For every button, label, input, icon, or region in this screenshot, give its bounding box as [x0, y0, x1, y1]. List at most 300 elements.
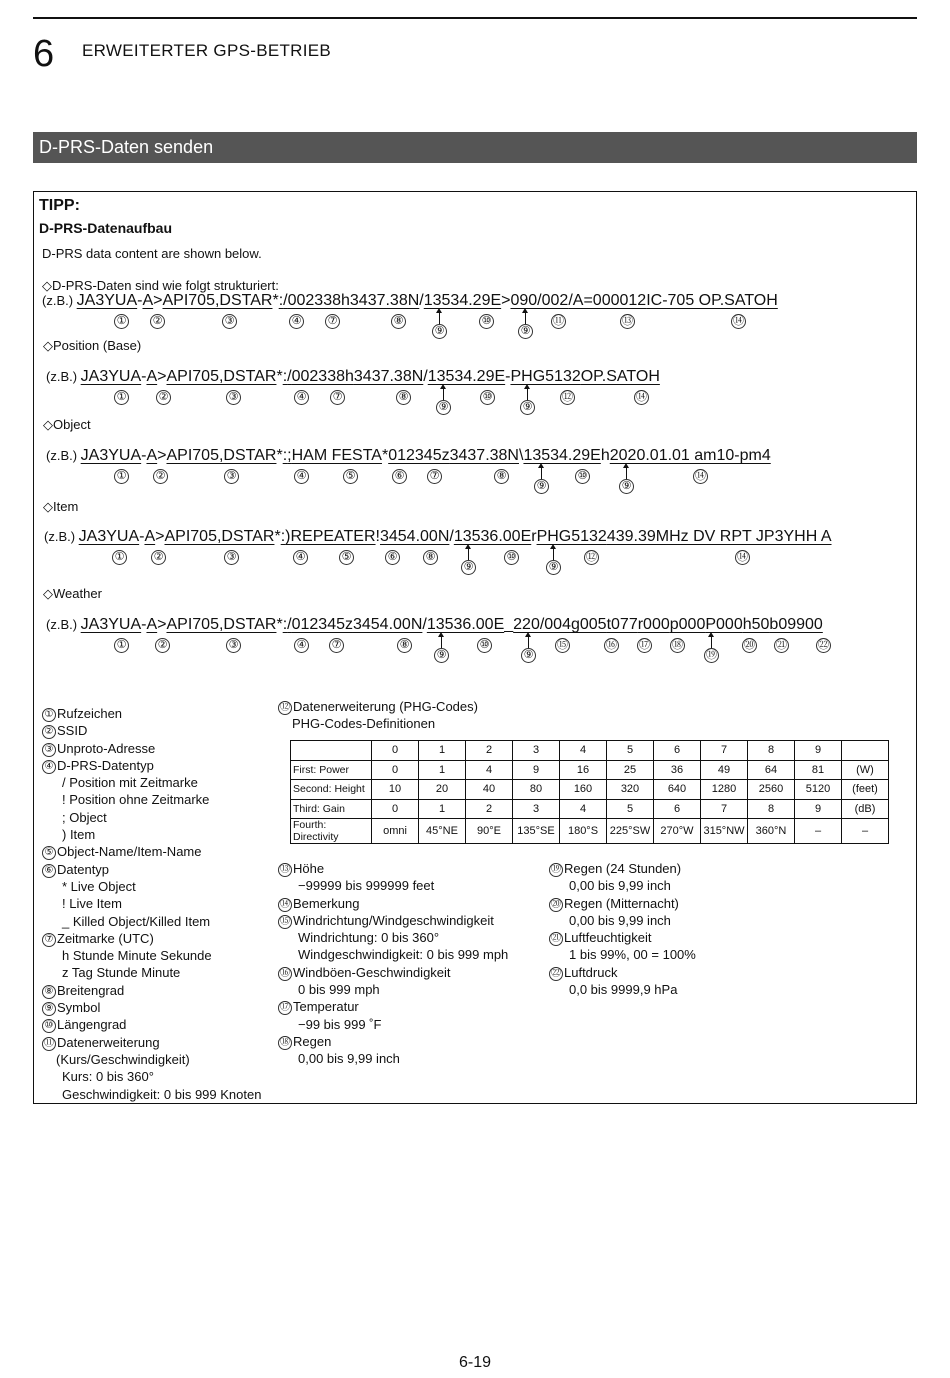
- example-segment: JA3YUA: [76, 292, 138, 309]
- phg-cell: 20: [419, 780, 466, 800]
- example-segment: 002338h: [287, 292, 350, 309]
- legend-text: Zeitmarke (UTC): [57, 930, 154, 946]
- legend-number: ⑧: [42, 985, 56, 999]
- example-segment: *: [276, 368, 283, 385]
- legend-item: [42, 740, 261, 757]
- legend-item: −99999 bis 999999 feet: [298, 878, 435, 894]
- phg-cell: 1: [419, 799, 466, 819]
- example-segment: *: [276, 447, 283, 464]
- field-number-marker: ⑥: [385, 550, 400, 565]
- field-number-marker: ⑩: [575, 469, 590, 484]
- legend-text: Datenerweiterung: [57, 1034, 160, 1050]
- legend-item: Geschwindigkeit: 0 bis 999 Knoten: [62, 1086, 262, 1102]
- legend-item: [549, 929, 696, 946]
- field-number-marker: ⑫: [586, 551, 597, 563]
- phg-cell: 360°N: [748, 819, 795, 844]
- phg-cell: 1280: [701, 780, 748, 800]
- field-number-marker: ⑤: [343, 469, 358, 484]
- phg-cell: (feet): [842, 780, 889, 800]
- example-line: [44, 528, 832, 546]
- phg-cell: [842, 741, 889, 761]
- legend-number: ⑱: [280, 1036, 290, 1048]
- phg-cell: (dB): [842, 799, 889, 819]
- legend-text: Datentyp: [57, 861, 110, 877]
- example-segment: 3454.00N: [379, 528, 450, 545]
- tip-subtitle: D-PRS-Datenaufbau: [39, 220, 173, 236]
- field-number-marker: ⑧: [397, 638, 412, 653]
- phg-cell: 320: [607, 780, 654, 800]
- legend-item: [549, 860, 696, 877]
- legend-item: 0,00 bis 9,99 inch: [569, 878, 671, 894]
- example-segment: 3454.00N: [352, 616, 423, 633]
- legend-text: Breitengrad: [57, 982, 125, 998]
- example-segment: r000: [637, 616, 670, 633]
- field-number-marker: ④: [294, 638, 309, 653]
- field-number-marker: ⑥: [392, 469, 407, 484]
- example-segment: -: [141, 368, 147, 385]
- example-segment: >: [155, 528, 165, 545]
- field-number-marker: ⑦: [330, 390, 345, 405]
- legend-text: Längengrad: [57, 1017, 127, 1033]
- phg-number: ⑫: [280, 702, 290, 713]
- legend-item: h Stunde Minute Sekunde: [62, 948, 212, 964]
- example-segment: API705,DSTAR: [166, 616, 277, 633]
- legend-text: Unproto-Adresse: [57, 740, 156, 756]
- legend-text: Temperatur: [293, 999, 359, 1015]
- field-number-marker: ⑧: [494, 469, 509, 484]
- field-number-marker: ⑨: [520, 400, 535, 415]
- legend-item: [42, 999, 261, 1016]
- legend-text: Object-Name/Item-Name: [57, 844, 202, 860]
- example-segment: 3437.38N: [349, 292, 420, 309]
- legend-item: ! Position ohne Zeitmarke: [62, 792, 210, 808]
- field-number-marker: ⑫: [562, 391, 573, 403]
- legend-item: [42, 843, 261, 860]
- legend-item: [42, 705, 261, 722]
- example-segment: JA3YUA: [78, 528, 140, 545]
- phg-cell: 6: [654, 741, 701, 761]
- example-segment: JA3YUA: [80, 616, 142, 633]
- legend-text: Rufzeichen: [57, 706, 123, 721]
- phg-cell: 2560: [748, 780, 795, 800]
- field-number-marker: ⑱: [672, 639, 683, 651]
- phg-cell: 8: [748, 799, 795, 819]
- example-segment: ): [285, 528, 291, 545]
- example-line: [42, 292, 778, 310]
- example-segment: *: [276, 616, 283, 633]
- legend-right: [549, 860, 696, 998]
- legend-number: ⑤: [42, 846, 56, 860]
- phg-cell: 36: [654, 760, 701, 780]
- example-segment: /: [287, 368, 292, 385]
- field-number-marker: ①: [114, 638, 129, 653]
- symbol-arrow: [528, 636, 529, 648]
- example-segment: h50: [742, 616, 770, 633]
- example-segment: /: [419, 292, 424, 309]
- phg-cell: –: [795, 819, 842, 844]
- legend-middle: [278, 860, 508, 1068]
- legend-item: z Tag Stunde Minute: [62, 965, 181, 981]
- legend-item: [42, 1016, 261, 1033]
- phg-cell: 1: [419, 741, 466, 761]
- legend-item: Windgeschwindigkeit: 0 bis 999 mph: [298, 947, 509, 963]
- phg-cell: 40: [466, 780, 513, 800]
- field-number-marker: ⑨: [546, 560, 561, 575]
- example-segment: \: [518, 447, 524, 464]
- phg-title: Datenerweiterung (PHG-Codes): [293, 699, 478, 714]
- example-segment: 13534.29E: [423, 292, 502, 309]
- phg-cell: 8: [748, 741, 795, 761]
- phg-cell: 6: [654, 799, 701, 819]
- example-segment: t077: [606, 616, 638, 633]
- legend-number: ⑪: [44, 1037, 54, 1049]
- field-number-marker: ⑨: [518, 324, 533, 339]
- field-number-marker: ⑯: [606, 639, 617, 651]
- phg-cell: 16: [560, 760, 607, 780]
- legend-item: [42, 722, 261, 739]
- phg-cell: 5: [607, 741, 654, 761]
- phg-cell: 4: [466, 760, 513, 780]
- field-number-marker: ②: [156, 390, 171, 405]
- example-segment: API705,DSTAR: [162, 292, 273, 309]
- example-segment: :: [282, 616, 288, 633]
- symbol-arrow: [525, 312, 526, 324]
- example-segment: API705,DSTAR: [164, 528, 275, 545]
- symbol-arrow: [468, 548, 469, 560]
- example-segment: 2020.01.01 am10-pm4: [609, 447, 771, 464]
- example-segment: >: [153, 292, 163, 309]
- example-segment: A: [146, 447, 158, 464]
- example-segment: A: [146, 616, 158, 633]
- example-segment: A: [146, 368, 158, 385]
- phg-row: [291, 760, 889, 780]
- phg-cell: [291, 741, 372, 761]
- phg-subtitle: PHG-Codes-Definitionen: [292, 716, 436, 732]
- example-segment: /: [423, 368, 428, 385]
- example-segment: 012345z: [291, 616, 353, 633]
- field-number-marker: ②: [153, 469, 168, 484]
- symbol-arrow: [711, 636, 712, 648]
- example-segment: 439.39MHz DV RPT JP3YHH A: [606, 528, 832, 545]
- example-segment: REPEATER: [290, 528, 376, 545]
- legend-item: / Position mit Zeitmarke: [62, 775, 198, 791]
- symbol-arrow: [553, 548, 554, 560]
- symbol-arrow: [626, 467, 627, 479]
- field-number-marker: ③: [224, 469, 239, 484]
- legend-number: ⑰: [280, 1002, 290, 1014]
- field-number-marker: ⑭: [695, 470, 706, 482]
- field-number-marker: ⑬: [622, 315, 633, 327]
- phg-cell: 4: [560, 799, 607, 819]
- legend-text: Regen (Mitternacht): [564, 895, 679, 911]
- legend-item: [278, 998, 508, 1015]
- phg-cell: First: Power: [291, 760, 372, 780]
- field-number-marker: ④: [294, 469, 309, 484]
- phg-cell: 5120: [795, 780, 842, 800]
- phg-cell: 49: [701, 760, 748, 780]
- legend-number: ①: [42, 708, 56, 722]
- example-segment: r: [531, 528, 537, 545]
- legend-number: ⑬: [280, 864, 290, 875]
- phg-cell: 0: [372, 760, 419, 780]
- legend-item: 0,00 bis 9,99 inch: [569, 912, 671, 928]
- field-number-marker: ③: [226, 390, 241, 405]
- example-segment: API705,DSTAR: [166, 368, 277, 385]
- phg-cell: Second: Height: [291, 780, 372, 800]
- example-segment: -: [141, 616, 147, 633]
- example-segment: /: [283, 292, 288, 309]
- legend-item: 0,00 bis 9,99 inch: [298, 1051, 400, 1067]
- example-segment: A: [144, 528, 156, 545]
- field-number-marker: ⑩: [480, 390, 495, 405]
- legend-number: ⑥: [42, 864, 56, 878]
- example-segment: -: [141, 447, 147, 464]
- legend-item: −99 bis 999 ˚F: [298, 1016, 382, 1032]
- example-segment: ;: [287, 447, 292, 464]
- chapter-title: ERWEITERTER GPS-BETRIEB: [82, 41, 332, 60]
- phg-cell: 9: [795, 799, 842, 819]
- page-number: 6-19: [458, 1354, 492, 1371]
- field-number-marker: ①: [114, 314, 129, 329]
- legend-item: ; Object: [62, 809, 107, 825]
- field-number-marker: ⑨: [619, 479, 634, 494]
- legend-text: Windböen-Geschwindigkeit: [293, 964, 451, 980]
- example-segment: >: [501, 292, 511, 309]
- field-number-marker: ④: [293, 550, 308, 565]
- field-number-marker: ①: [112, 550, 127, 565]
- phg-cell: 225°SW: [607, 819, 654, 844]
- example-prefix: (z.B.): [46, 369, 81, 384]
- example-segment: -: [139, 528, 145, 545]
- field-number-marker: ⑨: [534, 479, 549, 494]
- legend-item: [278, 1033, 508, 1050]
- example-line: [46, 616, 823, 634]
- field-number-marker: ⑳: [744, 639, 755, 651]
- tip-intro: D-PRS data content are shown below.: [42, 246, 262, 261]
- legend-item: Kurs: 0 bis 360°: [62, 1069, 154, 1085]
- field-number-marker: ⑲: [706, 649, 717, 661]
- legend-number: ⑭: [280, 898, 290, 910]
- example-segment: *: [381, 447, 389, 464]
- phg-cell: 9: [513, 760, 560, 780]
- phg-cell: 180°S: [560, 819, 607, 844]
- example-segment: P000: [705, 616, 743, 633]
- symbol-arrow: [527, 388, 528, 400]
- example-segment: 3437.38N: [353, 368, 424, 385]
- legend-item: [278, 964, 508, 981]
- legend-item: [42, 1034, 261, 1051]
- field-number-marker: ⑨: [461, 560, 476, 575]
- field-number-marker: ⑦: [329, 638, 344, 653]
- phg-cell: 7: [701, 799, 748, 819]
- legend-text: SSID: [57, 723, 88, 739]
- legend-item: [278, 860, 508, 877]
- phg-row: [291, 799, 889, 819]
- chapter-number: 6: [33, 33, 55, 75]
- field-number-marker: ⑧: [396, 390, 411, 405]
- legend-text: Regen (24 Stunden): [564, 861, 682, 876]
- example-segment: /: [287, 616, 292, 633]
- phg-cell: 90°E: [466, 819, 513, 844]
- field-number-marker: ⑭: [733, 315, 744, 327]
- field-number-marker: ④: [294, 390, 309, 405]
- example-segment: 220/004: [513, 616, 571, 633]
- legend-item: (Kurs/Geschwindigkeit): [56, 1051, 190, 1067]
- symbol-arrow: [441, 636, 442, 648]
- legend-item: [549, 895, 696, 912]
- field-number-marker: ⑩: [477, 638, 492, 653]
- example-line: [46, 368, 660, 386]
- phg-cell: 64: [748, 760, 795, 780]
- legend-text: Regen: [293, 1033, 332, 1049]
- section-title: D-PRS-Daten senden: [33, 132, 917, 163]
- phg-cell: 2: [466, 799, 513, 819]
- phg-cell: 4: [560, 741, 607, 761]
- field-number-marker: ⑨: [521, 648, 536, 663]
- phg-cell: 9: [795, 741, 842, 761]
- field-number-marker: ⑧: [391, 314, 406, 329]
- field-number-marker: ①: [114, 390, 129, 405]
- legend-text: Höhe: [293, 861, 325, 876]
- phg-cell: 25: [607, 760, 654, 780]
- phg-cell: 0: [372, 741, 419, 761]
- phg-cell: 81: [795, 760, 842, 780]
- phg-cell: omni: [372, 819, 419, 844]
- legend-number: ㉒: [551, 967, 561, 979]
- field-number-marker: ⑤: [339, 550, 354, 565]
- legend-number: ㉑: [551, 933, 561, 945]
- field-number-marker: ③: [222, 314, 237, 329]
- symbol-arrow: [541, 467, 542, 479]
- tip-box: [33, 191, 917, 1104]
- field-number-marker: ④: [289, 314, 304, 329]
- phg-cell: 270°W: [654, 819, 701, 844]
- phg-cell: 7: [701, 741, 748, 761]
- example-segment: >: [157, 447, 167, 464]
- field-number-marker: ⑭: [737, 551, 748, 563]
- field-number-marker: ㉒: [818, 639, 829, 651]
- phg-cell: 3: [513, 799, 560, 819]
- legend-item: [42, 861, 261, 878]
- legend-text: Windrichtung/Windgeschwindigkeit: [293, 912, 494, 928]
- legend-item: Windrichtung: 0 bis 360°: [298, 930, 440, 946]
- phg-cell: 135°SE: [513, 819, 560, 844]
- example-segment: API705,DSTAR: [166, 447, 277, 464]
- legend-text: Luftdruck: [564, 964, 618, 980]
- phg-cell: Third: Gain: [291, 799, 372, 819]
- phg-cell: 640: [654, 780, 701, 800]
- example-segment: IC-705 OP.SATOH: [646, 292, 778, 309]
- phg-cell: 5: [607, 799, 654, 819]
- phg-cell: 80: [513, 780, 560, 800]
- field-number-marker: ③: [226, 638, 241, 653]
- example-prefix: (z.B.): [46, 617, 81, 632]
- field-number-marker: ⑨: [436, 400, 451, 415]
- example-segment: :: [282, 447, 288, 464]
- field-number-marker: ⑦: [427, 469, 442, 484]
- legend-item: 0,0 bis 9999,9 hPa: [569, 982, 678, 998]
- example-segment: PHG5132: [510, 368, 581, 385]
- legend-number: ④: [42, 760, 56, 774]
- field-number-marker: ②: [155, 638, 170, 653]
- field-number-marker: ⑰: [639, 639, 650, 651]
- symbol-arrow: [439, 312, 440, 324]
- phg-table: [290, 740, 889, 844]
- example-segment: A: [142, 292, 154, 309]
- phg-cell: 1: [419, 760, 466, 780]
- field-number-marker: ⑭: [636, 391, 647, 403]
- legend-text: D-PRS-Datentyp: [57, 757, 154, 773]
- legend-number: ⑩: [42, 1019, 56, 1033]
- example-segment: g005: [570, 616, 607, 633]
- legend-number: ⑯: [280, 967, 290, 979]
- field-number-marker: ⑧: [423, 550, 438, 565]
- example-segment: 012345z: [388, 447, 450, 464]
- example-segment: HAM FESTA: [291, 447, 382, 464]
- legend-left: [42, 705, 261, 1103]
- legend-number: ⑲: [551, 864, 561, 875]
- legend-number: ⑮: [280, 915, 290, 927]
- phg-cell: 3: [513, 741, 560, 761]
- legend-number: ②: [42, 725, 56, 739]
- example-segment: 13534.29E: [427, 368, 506, 385]
- phg-cell: 160: [560, 780, 607, 800]
- legend-item: 1 bis 99%, 00 = 100%: [569, 947, 696, 963]
- phg-cell: –: [842, 819, 889, 844]
- legend-item: ) Item: [62, 827, 96, 843]
- legend-item: [278, 895, 508, 912]
- legend-item: [42, 757, 261, 774]
- example-segment: b09900: [769, 616, 823, 633]
- field-number-marker: ⑪: [553, 315, 564, 327]
- example-segment: :: [280, 528, 286, 545]
- example-prefix: (z.B.): [46, 448, 81, 463]
- field-number-marker: ⑩: [479, 314, 494, 329]
- example-segment: >: [157, 368, 167, 385]
- legend-item: _ Killed Object/Killed Item: [62, 913, 211, 929]
- legend-item: [42, 930, 261, 947]
- example-line: [46, 447, 771, 465]
- example-segment: 13536.00E: [453, 528, 532, 545]
- field-number-marker: ⑨: [434, 648, 449, 663]
- phg-cell: 10: [372, 780, 419, 800]
- example-segment: *: [272, 292, 279, 309]
- example-segment: h: [600, 447, 610, 464]
- phg-row: [291, 819, 889, 844]
- example-segment: !: [375, 528, 380, 545]
- example-segment: /: [422, 616, 427, 633]
- example-segment: 090/002: [510, 292, 569, 309]
- legend-item: [549, 964, 696, 981]
- example-segment: JA3YUA: [80, 447, 142, 464]
- example-prefix: (z.B.): [44, 529, 79, 544]
- field-number-marker: ①: [114, 469, 129, 484]
- field-number-marker: ⑩: [504, 550, 519, 565]
- legend-text: Luftfeuchtigkeit: [564, 930, 652, 946]
- example-label: ◇Position (Base): [43, 338, 142, 353]
- phg-cell: (W): [842, 760, 889, 780]
- field-number-marker: ③: [224, 550, 239, 565]
- legend-number: ⑳: [551, 898, 561, 910]
- phg-cell: 0: [372, 799, 419, 819]
- field-number-marker: ㉑: [776, 639, 787, 651]
- legend-text: Bemerkung: [293, 895, 360, 911]
- legend-item: 0 bis 999 mph: [298, 982, 380, 998]
- symbol-arrow: [443, 388, 444, 400]
- phg-cell: 45°NE: [419, 819, 466, 844]
- example-segment: :: [278, 292, 284, 309]
- example-segment: >: [157, 616, 167, 633]
